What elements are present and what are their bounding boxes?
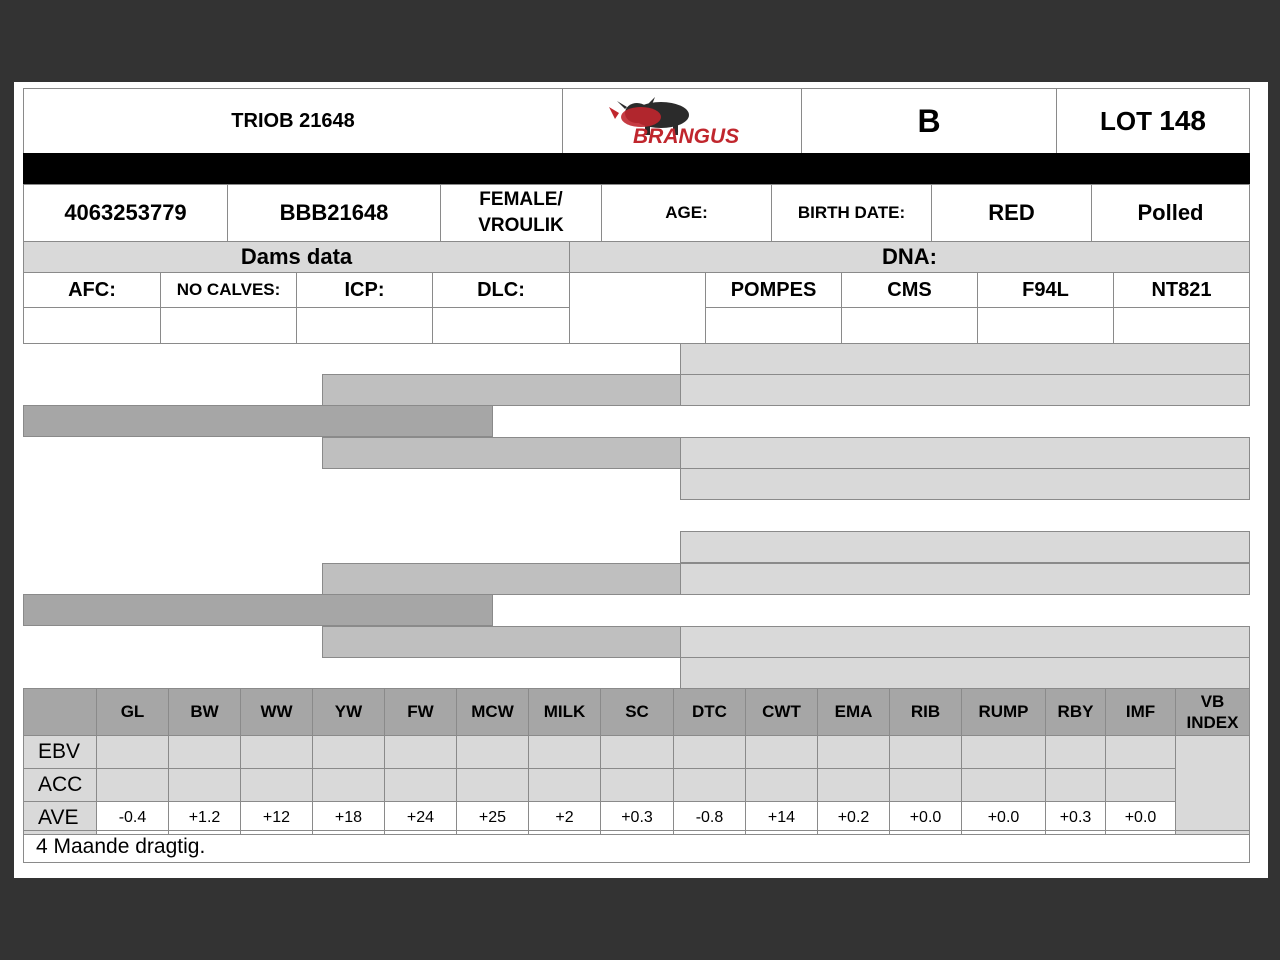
horn-status: Polled: [1091, 184, 1250, 242]
nt821-label: NT821: [1113, 272, 1250, 308]
pedigree-box-gd2: [322, 626, 681, 658]
ebv-ebv-yw: [312, 735, 385, 769]
ebv-acc-rib: [889, 768, 962, 802]
ebv-header-rump: RUMP: [961, 688, 1046, 736]
vb-index-value: [1175, 735, 1250, 835]
pedigree-box-ggs: [680, 343, 1250, 375]
ebv-acc-yw: [312, 768, 385, 802]
pedigree-box-gd: [322, 437, 681, 469]
ebv-ave-rby: +0.3: [1045, 801, 1106, 835]
ebv-corner-cell: [23, 688, 97, 736]
pedigree-box-ggd2: [680, 468, 1250, 500]
ebv-acc-rby: [1045, 768, 1106, 802]
pedigree-box-gs: [322, 374, 681, 406]
ebv-ebv-fw: [384, 735, 457, 769]
ebv-ebv-ww: [240, 735, 313, 769]
registration-code: BBB21648: [227, 184, 441, 242]
ebv-header-fw: FW: [384, 688, 457, 736]
afc-label: AFC:: [23, 272, 161, 308]
ebv-ave-fw: +24: [384, 801, 457, 835]
black-divider: [23, 153, 1250, 184]
birth-date-label: BIRTH DATE:: [771, 184, 932, 242]
ebv-ave-rump: +0.0: [961, 801, 1046, 835]
brangus-logo: [562, 88, 802, 154]
dlc-value: [432, 307, 570, 344]
nt821-value: [1113, 307, 1250, 344]
cms-label: CMS: [841, 272, 978, 308]
ebv-acc-dtc: [673, 768, 746, 802]
icp-value: [296, 307, 433, 344]
pregnancy-note: 4 Maande dragtig.: [23, 830, 1250, 863]
ebv-acc-ema: [817, 768, 890, 802]
cms-value: [841, 307, 978, 344]
ebv-acc-imf: [1105, 768, 1176, 802]
ebv-ebv-rib: [889, 735, 962, 769]
ebv-row-label-ave: AVE: [23, 801, 97, 835]
ebv-acc-fw: [384, 768, 457, 802]
ebv-header-gl: GL: [96, 688, 169, 736]
ebv-ebv-mcw: [456, 735, 529, 769]
dna-blank-cell: [569, 272, 706, 344]
ebv-header-rib: RIB: [889, 688, 962, 736]
ebv-acc-ww: [240, 768, 313, 802]
colour-field: RED: [931, 184, 1092, 242]
ebv-ave-sc: +0.3: [600, 801, 674, 835]
lot-prefix: LOT: [1100, 105, 1153, 136]
vb-index-header: VB INDEX: [1175, 688, 1250, 736]
afc-value: [23, 307, 161, 344]
ebv-ave-dtc: -0.8: [673, 801, 746, 835]
ebv-ebv-dtc: [673, 735, 746, 769]
ebv-row-label-ebv: EBV: [23, 735, 97, 769]
ebv-header-imf: IMF: [1105, 688, 1176, 736]
ebv-header-rby: RBY: [1045, 688, 1106, 736]
ebv-ave-ema: +0.2: [817, 801, 890, 835]
lot-card: [14, 82, 1268, 878]
dna-title: DNA:: [569, 241, 1250, 273]
grade-letter: B: [801, 88, 1057, 154]
ebv-acc-bw: [168, 768, 241, 802]
age-label: AGE:: [601, 184, 772, 242]
f94l-value: [977, 307, 1114, 344]
ebv-header-bw: BW: [168, 688, 241, 736]
ebv-ave-rib: +0.0: [889, 801, 962, 835]
ebv-ebv-gl: [96, 735, 169, 769]
dams-data-title: Dams data: [23, 241, 570, 273]
pedigree-box-dam: [23, 594, 493, 626]
ebv-ebv-rby: [1045, 735, 1106, 769]
ebv-acc-rump: [961, 768, 1046, 802]
pompes-value: [705, 307, 842, 344]
bull-icon: [597, 93, 767, 149]
ebv-ave-imf: +0.0: [1105, 801, 1176, 835]
no-calves-value: [160, 307, 297, 344]
dlc-label: DLC:: [432, 272, 570, 308]
f94l-label: F94L: [977, 272, 1114, 308]
id-number: 4063253779: [23, 184, 228, 242]
ebv-row-label-acc: ACC: [23, 768, 97, 802]
ebv-acc-sc: [600, 768, 674, 802]
lot-number: 148: [1159, 105, 1206, 136]
ebv-ebv-rump: [961, 735, 1046, 769]
ebv-header-dtc: DTC: [673, 688, 746, 736]
pedigree-box-sire: [23, 405, 493, 437]
sex-field: FEMALE/ VROULIK: [440, 184, 602, 242]
ebv-ebv-imf: [1105, 735, 1176, 769]
ebv-ave-bw: +1.2: [168, 801, 241, 835]
pedigree-box-ggs2: [680, 437, 1250, 469]
pedigree-box-ggs4: [680, 626, 1250, 658]
ebv-header-cwt: CWT: [745, 688, 818, 736]
ebv-acc-milk: [528, 768, 601, 802]
ebv-header-mcw: MCW: [456, 688, 529, 736]
pedigree-box-ggd: [680, 374, 1250, 406]
ebv-ebv-milk: [528, 735, 601, 769]
ebv-acc-gl: [96, 768, 169, 802]
ebv-acc-mcw: [456, 768, 529, 802]
ebv-header-ww: WW: [240, 688, 313, 736]
pedigree-box-ggs3: [680, 531, 1250, 563]
pedigree-box-ggd4: [680, 657, 1250, 689]
ebv-ebv-bw: [168, 735, 241, 769]
ebv-ebv-sc: [600, 735, 674, 769]
ebv-acc-cwt: [745, 768, 818, 802]
no-calves-label: NO CALVES:: [160, 272, 297, 308]
ebv-ave-yw: +18: [312, 801, 385, 835]
pedigree-box-gs2: [322, 563, 681, 595]
ebv-ave-ww: +12: [240, 801, 313, 835]
ebv-ebv-ema: [817, 735, 890, 769]
pedigree-box-ggd3: [680, 563, 1250, 595]
icp-label: ICP:: [296, 272, 433, 308]
ebv-ave-milk: +2: [528, 801, 601, 835]
ebv-header-ema: EMA: [817, 688, 890, 736]
ebv-header-sc: SC: [600, 688, 674, 736]
lot-label: [1056, 88, 1250, 154]
ebv-header-milk: MILK: [528, 688, 601, 736]
animal-name: TRIOB 21648: [23, 88, 563, 154]
logo-text: BRANGUS: [633, 125, 740, 148]
ebv-ave-mcw: +25: [456, 801, 529, 835]
pompes-label: POMPES: [705, 272, 842, 308]
ebv-ave-gl: -0.4: [96, 801, 169, 835]
ebv-ebv-cwt: [745, 735, 818, 769]
ebv-header-yw: YW: [312, 688, 385, 736]
ebv-ave-cwt: +14: [745, 801, 818, 835]
